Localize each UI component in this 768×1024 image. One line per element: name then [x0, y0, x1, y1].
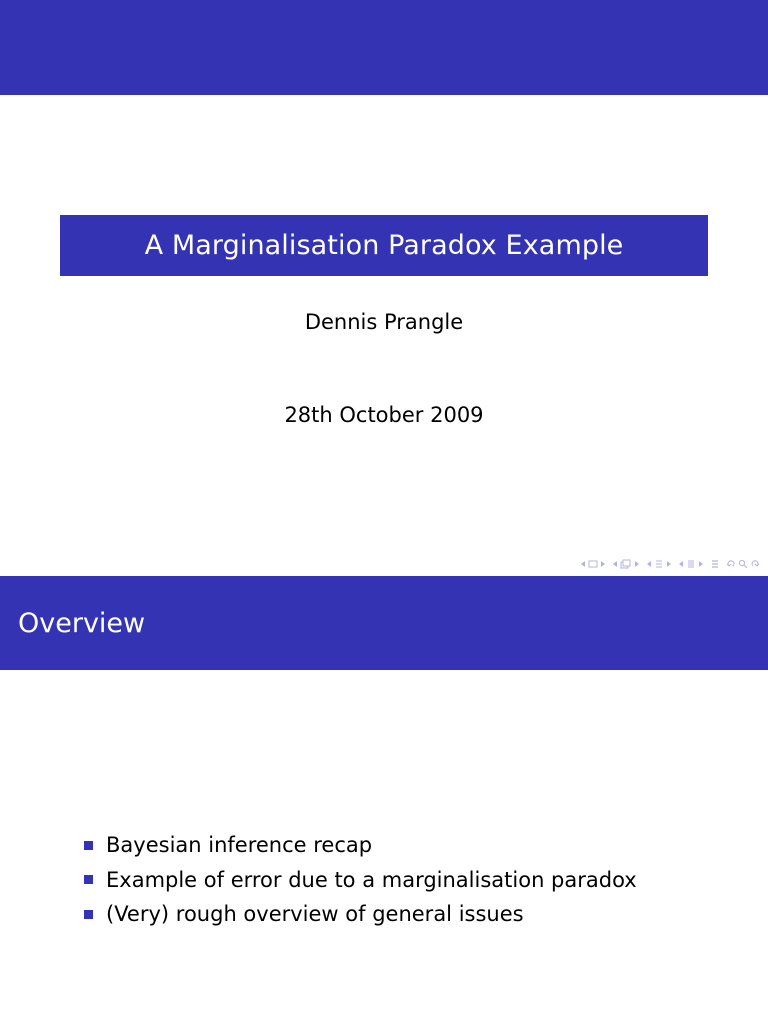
bullet-list [84, 828, 637, 932]
redo-icon[interactable] [750, 559, 760, 569]
frame-icon[interactable] [588, 559, 598, 569]
author-name: Dennis Prangle [304, 310, 464, 334]
bullet-text: Bayesian inference recap [106, 833, 373, 858]
next-arrow-icon[interactable] [698, 559, 704, 569]
align-nav [710, 559, 720, 569]
prev-arrow-icon[interactable] [646, 559, 652, 569]
list-item [84, 897, 637, 932]
search-icon[interactable] [738, 559, 748, 569]
subsection-nav [612, 559, 640, 569]
bullet-square-icon [84, 910, 93, 919]
presentation-date: 28th October 2009 [284, 403, 484, 427]
undo-icon[interactable] [726, 559, 736, 569]
bullet-square-icon [84, 875, 93, 884]
list-item [84, 828, 637, 863]
presentation-title: A Marginalisation Paradox Example [60, 215, 708, 276]
search-nav [726, 559, 760, 569]
list-item [84, 863, 637, 898]
frame-nav [580, 559, 606, 569]
navigation-symbols [580, 556, 760, 572]
section-nav [646, 559, 672, 569]
document-nav [678, 559, 704, 569]
bullet-square-icon [84, 841, 93, 850]
document-icon[interactable] [686, 559, 696, 569]
next-arrow-icon[interactable] [600, 559, 606, 569]
bullet-text: Example of error due to a marginalisation paradox [106, 867, 637, 892]
header-bar [0, 0, 768, 95]
next-arrow-icon[interactable] [634, 559, 640, 569]
section-icon[interactable] [654, 559, 664, 569]
overview-slide [0, 576, 768, 1024]
frame-title-bar [0, 576, 768, 670]
prev-arrow-icon[interactable] [612, 559, 618, 569]
bullet-text: (Very) rough overview of general issues [106, 902, 524, 927]
prev-arrow-icon[interactable] [678, 559, 684, 569]
frame-title: Overview [18, 607, 146, 639]
subsection-icon[interactable] [620, 559, 632, 569]
next-arrow-icon[interactable] [666, 559, 672, 569]
prev-arrow-icon[interactable] [580, 559, 586, 569]
align-icon[interactable] [710, 559, 720, 569]
